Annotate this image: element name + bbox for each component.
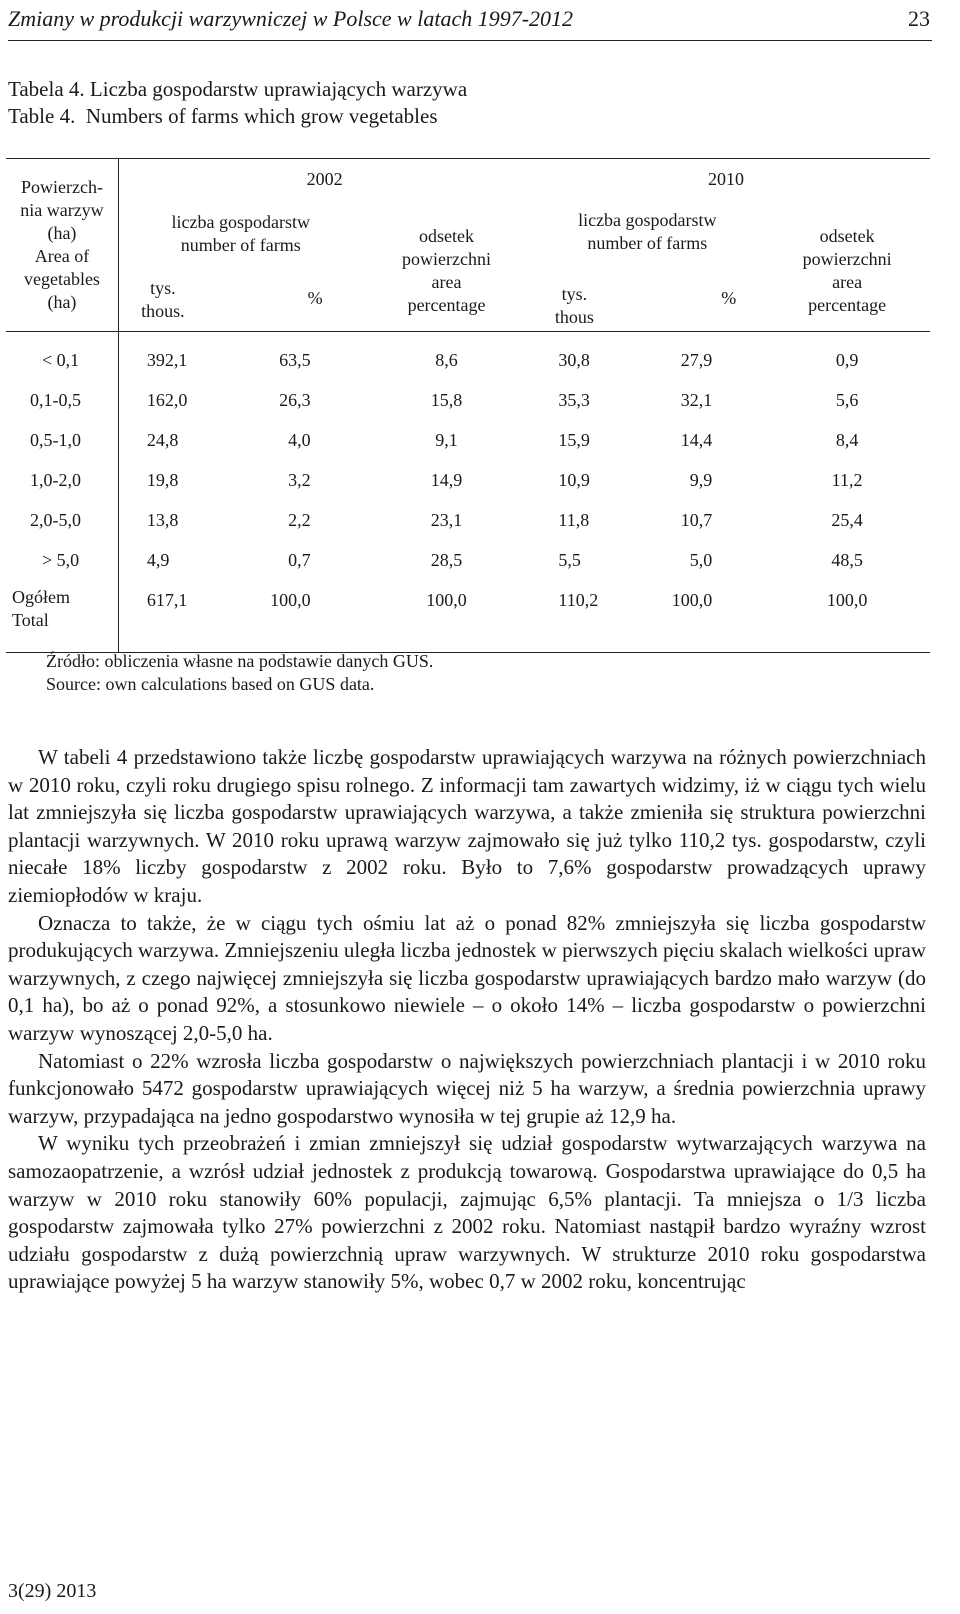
table-total-row <box>6 580 930 653</box>
pct-2002-value: 3,2 <box>288 469 311 490</box>
area-2002-value: 28,5 <box>430 549 463 570</box>
percent-label: % <box>307 288 323 308</box>
area-2002-header <box>363 199 531 332</box>
cell-2010 <box>530 420 764 460</box>
percent-label: % <box>721 288 737 308</box>
page-number: 23 <box>908 6 930 31</box>
area-2002-total: 100,0 <box>363 580 531 653</box>
farms-2010-value: 5,5 <box>558 549 581 570</box>
area-2010-value: 8,4 <box>835 429 859 450</box>
farms-2010-value: 35,3 <box>558 389 590 410</box>
total-label-en: Total <box>12 610 49 630</box>
farms-label-pl: liczba gospodarstw <box>171 212 311 232</box>
side-header-line: Area of <box>34 246 90 266</box>
pct-2010-value: 10,7 <box>680 509 713 530</box>
cell-2002 <box>118 460 362 500</box>
area-2010-value: 11,2 <box>831 469 863 490</box>
area-label-line: odsetek <box>419 226 475 246</box>
area-2010-value: 25,4 <box>831 509 863 530</box>
paragraph: Natomiast o 22% wzrosła liczba gospodarstw o największych powierzchniach plantacji i w 2010 roku funkcjonowało 5472 gospodarstw uprawiających więcej niż 5 ha warzyw, a średnia powierzchnia uprawy warzyw, przypadająca na jedno gospodarstwo wynosiła w tej grupie aż 12,9 ha. <box>8 1048 926 1128</box>
pct-2010-value: 9,9 <box>689 469 713 490</box>
area-label-line: odsetek <box>819 226 875 246</box>
table-row <box>6 460 930 500</box>
pct-2010-total: 100,0 <box>671 590 713 610</box>
row-label: 0,5-1,0 <box>6 420 118 460</box>
farms-2002-value: 392,1 <box>146 349 188 370</box>
pct-2010-value: 5,0 <box>689 549 713 570</box>
side-header-line: vegetables <box>23 269 100 289</box>
table-row <box>6 332 930 381</box>
side-header-line: Powierzch- <box>20 177 103 197</box>
farms-2002-value: 24,8 <box>146 429 179 450</box>
area-2002-value: 23,1 <box>430 509 463 530</box>
source-en: Source: own calculations based on GUS data. <box>46 674 375 694</box>
cell-2010 <box>530 332 764 381</box>
farms-2010-header <box>530 199 764 332</box>
farms-table <box>6 158 930 634</box>
total-label <box>6 580 118 653</box>
area-2010-value: 48,5 <box>831 549 863 570</box>
farms-2002-total: 617,1 <box>146 590 188 610</box>
farms-2010-value: 30,8 <box>558 349 590 370</box>
paragraph: Oznacza to także, że w ciągu tych ośmiu lat aż o ponad 82% zmniejszyła się liczba gospodarstw produkujących warzywa. Zmniejszeniu uległa liczba jednostek w pierwszych pięciu skalach wielkości upraw warzywnych, z czego najwięcej zmniejszyła się liczba gospodarstw uprawiających bardzo mało warzyw (do 0,1 ha), bo aż o ponad 92%, a stosunkowo niewiele – o około 14% – liczba gospodarstw o powierzchni warzyw wynoszącej 2,0-5,0 ha. <box>8 910 926 1045</box>
side-header-line: nia warzyw <box>20 200 104 220</box>
area-2002-value: 8,6 <box>435 349 458 370</box>
year-2010-header: 2010 <box>530 159 930 200</box>
cell-2002 <box>118 500 362 540</box>
area-2002-value: 14,9 <box>430 469 463 490</box>
row-label: > 5,0 <box>6 540 118 580</box>
pct-2010-value: 32,1 <box>680 389 713 410</box>
cell-2010 <box>530 580 764 653</box>
pct-2002-value: 2,2 <box>288 509 311 530</box>
farms-2010-value: 11,8 <box>558 509 590 530</box>
farms-2010-value: 10,9 <box>558 469 590 490</box>
row-label: < 0,1 <box>6 332 118 381</box>
area-class-header <box>6 159 118 332</box>
area-label-line: powierzchni <box>802 249 892 269</box>
area-label-line: area <box>431 272 462 292</box>
area-label-line: percentage <box>407 295 486 315</box>
table-row <box>6 380 930 420</box>
area-2002-value: 15,8 <box>430 389 463 410</box>
area-2010-value: 0,9 <box>835 349 859 370</box>
cell-2002 <box>118 540 362 580</box>
cell-2010 <box>530 460 764 500</box>
body-text <box>8 744 926 1296</box>
running-title: Zmiany w produkcji warzywniczej w Polsce w latach 1997-2012 <box>8 6 574 31</box>
total-label-pl: Ogółem <box>12 587 70 607</box>
thousands-label-en: thous. <box>141 301 185 321</box>
cell-2010 <box>530 500 764 540</box>
cell-2002 <box>118 332 362 381</box>
farms-label-en: number of farms <box>180 235 301 255</box>
farms-2002-value: 19,8 <box>146 469 179 490</box>
pct-2002-total: 100,0 <box>270 590 311 610</box>
farms-2002-value: 4,9 <box>146 549 170 570</box>
area-2010-total: 100,0 <box>764 580 930 653</box>
pct-2010-value: 27,9 <box>680 349 713 370</box>
cell-2002 <box>118 420 362 460</box>
area-label-line: powierzchni <box>402 249 492 269</box>
thousands-label-pl: tys. <box>150 278 176 298</box>
table-source <box>46 650 433 696</box>
paragraph: W wyniku tych przeobrażeń i zmian zmniejszył się udział gospodarstw wytwarzających warzywa na samozaopatrzenie, a wzrósł udział jednostek z produkcją towarową. Gospodarstwa uprawiające do 0,5 ha warzyw w 2010 roku stanowiły 60% populacji, zajmując 6,5% plantacji. Ta mniejsza o 1/3 liczba gospodarstw zajmowała tylko 27% powierzchni z 2002 roku. Natomiast nastąpił bardzo wyraźny wzrost udziału gospodarstw z dużą powierzchnią upraw warzywnych. W strukturze 2010 roku gospodarstwa uprawiające powyżej 5 ha warzyw stanowiły 5%, wobec 0,7 w 2002 roku, koncentrując <box>8 1131 926 1294</box>
row-label: 2,0-5,0 <box>6 500 118 540</box>
area-label-line: area <box>832 272 863 292</box>
farms-label-en: number of farms <box>587 233 708 253</box>
cell-2010 <box>530 380 764 420</box>
running-header <box>8 4 932 41</box>
farms-2010-total: 110,2 <box>558 590 599 610</box>
table-row <box>6 540 930 580</box>
table-caption-en: Table 4. Numbers of farms which grow vegetables <box>8 104 438 128</box>
area-2010-header <box>764 199 930 332</box>
cell-2002 <box>118 380 362 420</box>
issue-footer: 3(29) 2013 <box>8 1580 97 1602</box>
pct-2002-value: 4,0 <box>288 429 311 450</box>
table-row <box>6 420 930 460</box>
thousands-label-en: thous <box>554 307 594 327</box>
source-pl: Źródło: obliczenia własne na podstawie danych GUS. <box>46 651 434 671</box>
thousands-label-pl: tys. <box>561 284 588 304</box>
area-2002-value: 9,1 <box>435 429 458 450</box>
pct-2002-value: 0,7 <box>288 549 311 570</box>
side-header-line: (ha) <box>47 223 77 243</box>
farms-2002-header <box>118 199 362 332</box>
farms-2002-value: 13,8 <box>146 509 179 530</box>
farms-2002-value: 162,0 <box>146 389 188 410</box>
table-row <box>6 500 930 540</box>
pct-2002-value: 63,5 <box>279 349 311 370</box>
table-caption-pl: Tabela 4. Liczba gospodarstw uprawiających warzywa <box>8 77 468 101</box>
pct-2002-value: 26,3 <box>279 389 311 410</box>
year-2002-header: 2002 <box>118 159 530 200</box>
farms-label-pl: liczba gospodarstw <box>578 210 717 230</box>
cell-2010 <box>530 540 764 580</box>
area-2010-value: 5,6 <box>835 389 859 410</box>
pct-2010-value: 14,4 <box>680 429 713 450</box>
row-label: 0,1-0,5 <box>6 380 118 420</box>
farms-2010-value: 15,9 <box>558 429 590 450</box>
cell-2002 <box>118 580 362 653</box>
paragraph: W tabeli 4 przedstawiono także liczbę gospodarstw uprawiających warzywa na różnych powierzchniach w 2010 roku, czyli roku drugiego spisu rolnego. Z informacji tam zawartych widzimy, iż w ciągu tych wielu lat zmniejszyła się liczba gospodarstw uprawiających warzywa, a także zmieniła się struktura powierzchni plantacji warzywnych. W 2010 roku uprawą warzyw zajmowało się już tylko 110,2 tys. gospodarstw, czyli niecałe 18% liczby gospodarstw z 2002 roku. Było to 7,6% gospodarstw prowadzących uprawy ziemiopłodów w kraju. <box>8 745 926 907</box>
area-label-line: percentage <box>808 295 887 315</box>
row-label: 1,0-2,0 <box>6 460 118 500</box>
side-header-line: (ha) <box>47 292 77 312</box>
